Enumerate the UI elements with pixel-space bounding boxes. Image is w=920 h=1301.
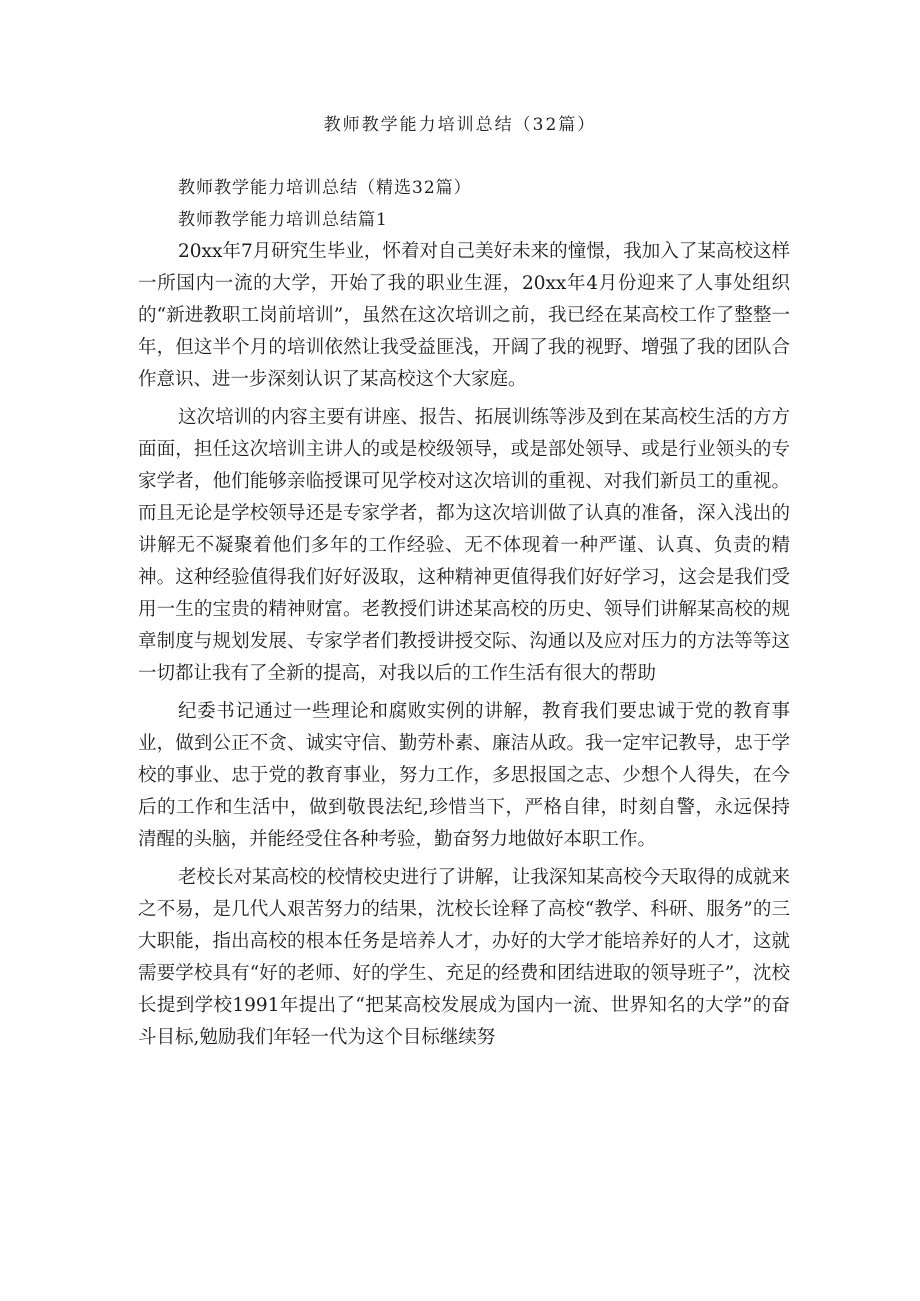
- paragraph-2: 这次培训的内容主要有讲座、报告、拓展训练等涉及到在某高校生活的方方面面，担任这次培训主讲人的或是校级领导，或是部处领导、或是行业领头的专家学者，他们能够亲临授课可见学校对这次培训的重视、对我们新员工的重视。而且无论是学校领导还是专家学者，都为这次培训做了认真的准备，深入浅出的讲解无不凝聚着他们多年的工作经验、无不体现着一种严谨、认真、负责的精神。这种经验值得我们好好汲取，这种精神更值得我们好好学习，这会是我们受用一生的宝贵的精神财富。老教授们讲述某高校的历史、领导们讲解某高校的规章制度与规划发展、专家学者们教授讲授交际、沟通以及应对压力的方法等等这一切都让我有了全新的提高，对我以后的工作生活有很大的帮助: [138, 407, 790, 684]
- paragraph-1: 20xx年7月研究生毕业，怀着对自己美好未来的憧憬，我加入了某高校这样一所国内一流的大学，开始了我的职业生涯，20xx年4月份迎来了人事处组织的“新进教职工岗前培训”，虽然在这次培训之前，我已经在某高校工作了整整一年，但这半个月的培训依然让我受益匪浅，开阔了我的视野、增强了我的团队合作意识、进一步深刻认识了某高校这个大家庭。: [138, 241, 790, 390]
- document-title: 教师教学能力培训总结（32篇）: [323, 115, 597, 135]
- document-subtitle: 教师教学能力培训总结（精选32篇）: [178, 178, 472, 198]
- paragraph-3: 纪委书记通过一些理论和腐败实例的讲解，教育我们要忠诚于党的教育事业，做到公正不贪、诚实守信、勤劳朴素、廉洁从政。我一定牢记教导，忠于学校的事业、忠于党的教育事业，努力工作，多思报国之志、少想个人得失，在今后的工作和生活中，做到敬畏法纪,珍惜当下，严格自律，时刻自警，永远保持清醒的头脑，并能经受住各种考验，勤奋努力地做好本职工作。: [138, 701, 790, 850]
- section-heading: 教师教学能力培训总结篇1: [178, 210, 388, 230]
- paragraph-4: 老校长对某高校的校情校史进行了讲解，让我深知某高校今天取得的成就来之不易，是几代人艰苦努力的结果，沈校长诠释了高校“教学、科研、服务”的三大职能，指出高校的根本任务是培养人才，办好的大学才能培养好的人才，这就需要学校具有“好的老师、好的学生、充足的经费和团结进取的领导班子”，沈校长提到学校1991年提出了“把某高校发展成为国内一流、世界知名的大学”的奋斗目标,勉励我们年轻一代为这个目标继续努: [138, 867, 790, 1048]
- document-body: [138, 172, 790, 1054]
